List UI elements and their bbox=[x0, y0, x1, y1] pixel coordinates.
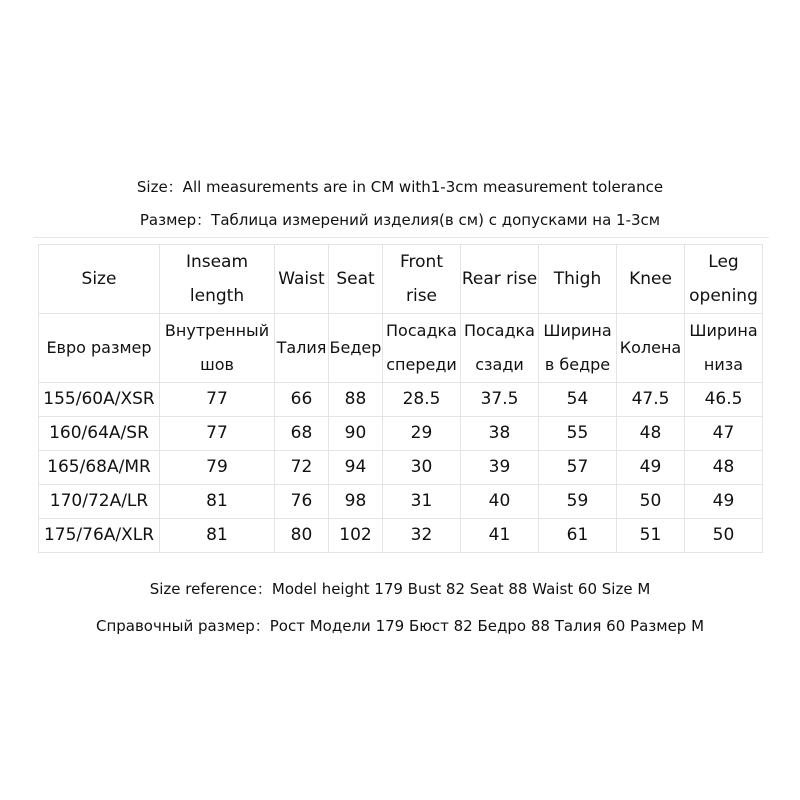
header-text: низа bbox=[703, 355, 744, 374]
header-cell bbox=[617, 314, 685, 383]
value-cell: 31 bbox=[383, 485, 461, 519]
header-text: Внутренный bbox=[164, 321, 270, 340]
value-cell: 32 bbox=[383, 519, 461, 553]
header-cell bbox=[275, 245, 329, 314]
value-cell: 48 bbox=[617, 417, 685, 451]
value-cell: 50 bbox=[617, 485, 685, 519]
value-cell: 76 bbox=[275, 485, 329, 519]
header-text: спереди bbox=[386, 355, 457, 374]
header-cell bbox=[160, 314, 275, 383]
value-cell: 49 bbox=[685, 485, 763, 519]
value-cell: 102 bbox=[329, 519, 383, 553]
header-cell bbox=[39, 245, 160, 314]
value-cell: 54 bbox=[539, 383, 617, 417]
header-cell bbox=[39, 314, 160, 383]
caption-measurements-en: Size：All measurements are in CM with1-3cm measurement tolerance bbox=[136, 178, 664, 196]
value-cell: 47 bbox=[685, 417, 763, 451]
value-cell: 38 bbox=[461, 417, 539, 451]
header-cell bbox=[685, 245, 763, 314]
table-row bbox=[39, 451, 763, 485]
header-text: в бедре bbox=[544, 355, 611, 374]
value-cell: 57 bbox=[539, 451, 617, 485]
header-cell bbox=[329, 314, 383, 383]
header-cell bbox=[617, 245, 685, 314]
size-cell: 155/60A/XSR bbox=[39, 383, 160, 417]
header-cell bbox=[383, 314, 461, 383]
size-reference-ru: Справочный размер：Рост Модели 179 Бюст 82 Бедро 88 Талия 60 Размер M bbox=[95, 617, 705, 635]
header-cell bbox=[685, 314, 763, 383]
header-text: length bbox=[189, 286, 245, 306]
header-row-en bbox=[39, 245, 763, 314]
value-cell: 51 bbox=[617, 519, 685, 553]
value-cell: 48 bbox=[685, 451, 763, 485]
value-cell: 72 bbox=[275, 451, 329, 485]
header-text: шов bbox=[200, 355, 234, 374]
header-text: Waist bbox=[278, 269, 325, 289]
value-cell: 77 bbox=[160, 417, 275, 451]
value-cell: 29 bbox=[383, 417, 461, 451]
header-text: rise bbox=[405, 286, 438, 306]
header-text: opening bbox=[689, 286, 758, 306]
size-cell: 175/76A/XLR bbox=[39, 519, 160, 553]
value-cell: 88 bbox=[329, 383, 383, 417]
table-row bbox=[39, 417, 763, 451]
value-cell: 47.5 bbox=[617, 383, 685, 417]
value-cell: 40 bbox=[461, 485, 539, 519]
value-cell: 28.5 bbox=[383, 383, 461, 417]
value-cell: 81 bbox=[160, 485, 275, 519]
header-text: сзади bbox=[475, 355, 524, 374]
value-cell: 49 bbox=[617, 451, 685, 485]
header-text: Ширина bbox=[543, 321, 612, 340]
value-cell: 50 bbox=[685, 519, 763, 553]
value-cell: 59 bbox=[539, 485, 617, 519]
header-cell bbox=[461, 245, 539, 314]
value-cell: 61 bbox=[539, 519, 617, 553]
size-cell: 165/68A/MR bbox=[39, 451, 160, 485]
value-cell: 39 bbox=[461, 451, 539, 485]
size-cell: 160/64A/SR bbox=[39, 417, 160, 451]
header-text: Size bbox=[81, 269, 117, 289]
value-cell: 66 bbox=[275, 383, 329, 417]
caption-measurements-ru: Размер：Таблица измерений изделия(в см) с допусками на 1-3см bbox=[139, 211, 661, 229]
header-text: Thigh bbox=[553, 269, 602, 289]
divider bbox=[33, 237, 769, 238]
header-text: Ширина bbox=[689, 321, 758, 340]
header-text: Евро размер bbox=[46, 338, 152, 357]
value-cell: 79 bbox=[160, 451, 275, 485]
header-text: Seat bbox=[336, 269, 375, 289]
header-text: Knee bbox=[629, 269, 672, 289]
value-cell: 46.5 bbox=[685, 383, 763, 417]
header-cell bbox=[539, 245, 617, 314]
value-cell: 55 bbox=[539, 417, 617, 451]
size-table bbox=[38, 244, 763, 553]
value-cell: 90 bbox=[329, 417, 383, 451]
value-cell: 81 bbox=[160, 519, 275, 553]
value-cell: 94 bbox=[329, 451, 383, 485]
header-cell bbox=[275, 314, 329, 383]
header-cell bbox=[539, 314, 617, 383]
value-cell: 80 bbox=[275, 519, 329, 553]
header-text: Front bbox=[400, 252, 443, 272]
size-cell: 170/72A/LR bbox=[39, 485, 160, 519]
size-reference-en: Size reference：Model height 179 Bust 82 Seat 88 Waist 60 Size M bbox=[149, 580, 651, 598]
header-text: Бедер bbox=[329, 338, 382, 357]
header-text: Leg bbox=[708, 252, 739, 272]
value-cell: 37.5 bbox=[461, 383, 539, 417]
header-text: Колена bbox=[619, 338, 682, 357]
table-row bbox=[39, 383, 763, 417]
header-cell bbox=[461, 314, 539, 383]
header-row-ru bbox=[39, 314, 763, 383]
header-text: Rear rise bbox=[461, 269, 538, 289]
value-cell: 30 bbox=[383, 451, 461, 485]
header-cell bbox=[383, 245, 461, 314]
header-text: Inseam bbox=[185, 252, 249, 272]
table-row bbox=[39, 485, 763, 519]
header-text: Талия bbox=[276, 338, 327, 357]
value-cell: 41 bbox=[461, 519, 539, 553]
header-cell bbox=[160, 245, 275, 314]
header-text: Посадка bbox=[386, 321, 457, 340]
header-text: Посадка bbox=[464, 321, 535, 340]
value-cell: 77 bbox=[160, 383, 275, 417]
table-row bbox=[39, 519, 763, 553]
value-cell: 98 bbox=[329, 485, 383, 519]
value-cell: 68 bbox=[275, 417, 329, 451]
header-cell bbox=[329, 245, 383, 314]
